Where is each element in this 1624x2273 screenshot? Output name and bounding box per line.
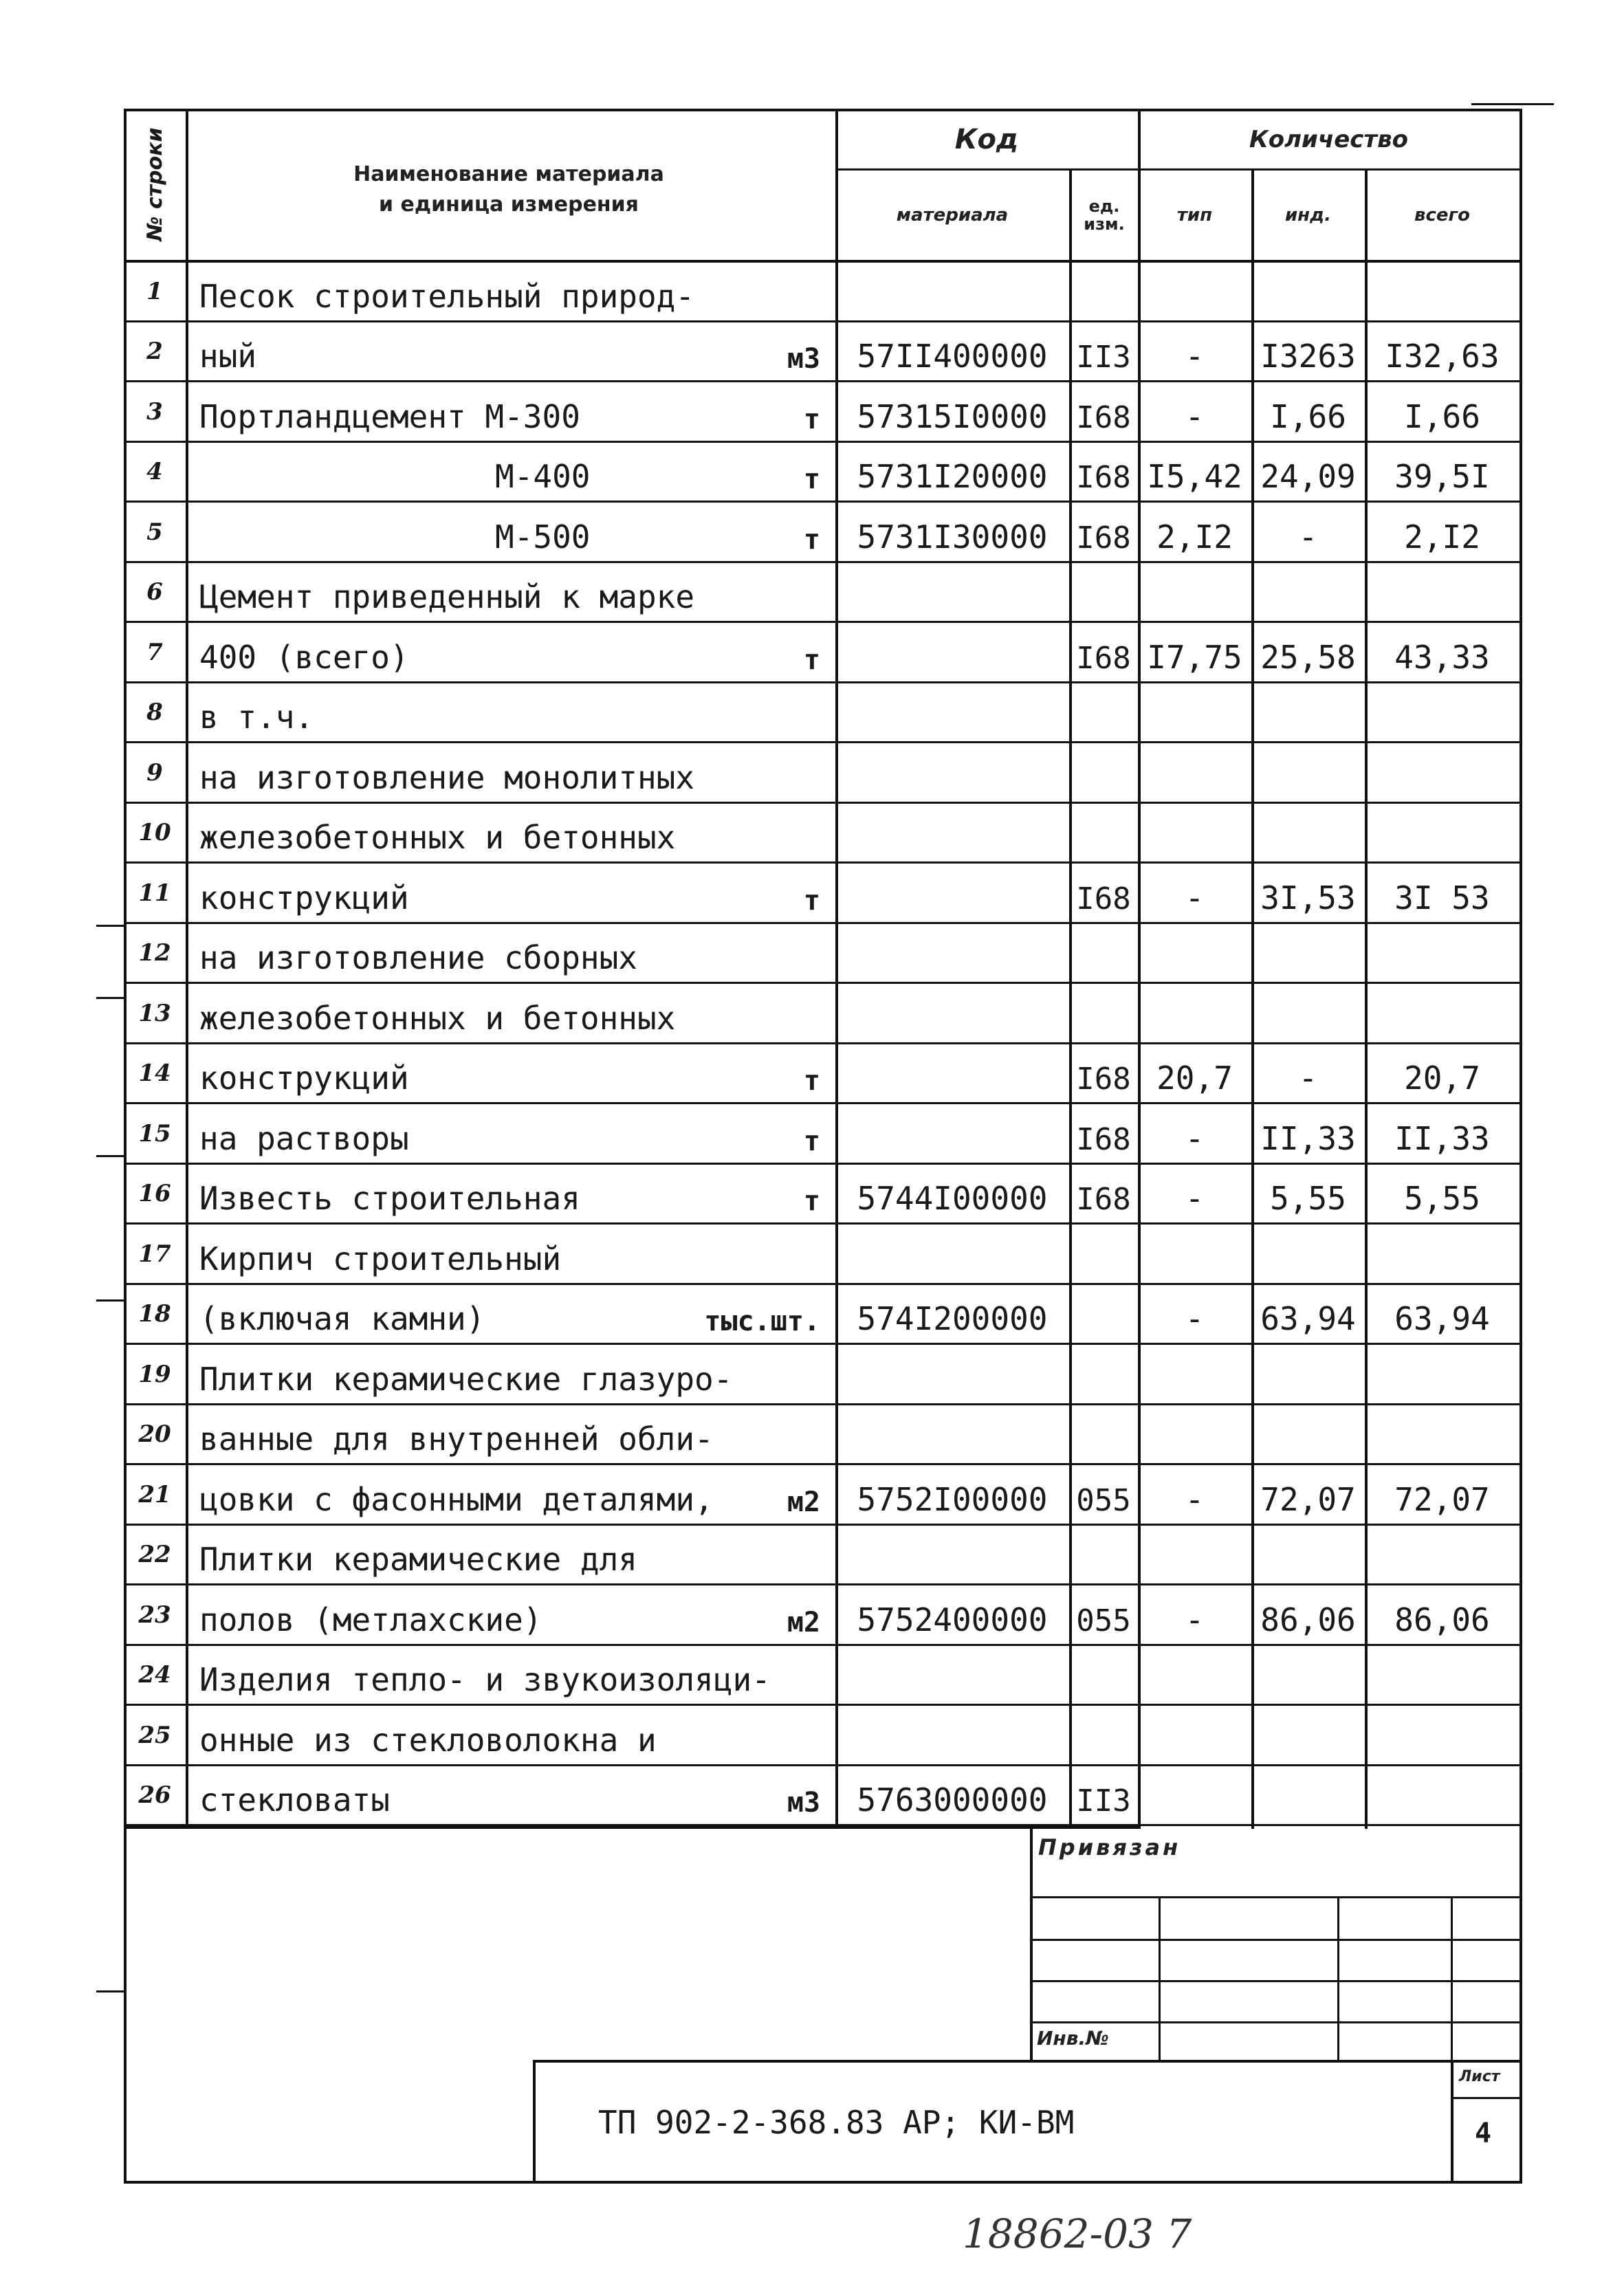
row-number: 8: [146, 699, 163, 727]
qty-individual: 86,06: [1260, 1601, 1356, 1638]
material-unit: т: [803, 403, 820, 435]
qty-type: -: [1185, 1601, 1205, 1638]
header-name-line1: Наименование материала: [353, 162, 664, 186]
qty-total: [1365, 743, 1519, 803]
material-code: 57II400000: [857, 338, 1048, 375]
material-name: Изделия тепло- и звукоизоляци-: [199, 1661, 771, 1698]
qty-total: 86,06: [1394, 1601, 1490, 1638]
header-code-material: материала: [896, 204, 1009, 226]
row-number: 25: [138, 1721, 171, 1749]
stamp-left-upper: [1030, 1826, 1033, 2061]
material-name: в т.ч.: [199, 699, 314, 736]
qty-total: [1365, 803, 1519, 864]
unit-code: [1069, 803, 1138, 864]
frame-right: [1519, 109, 1522, 2184]
material-name: Плитки керамические для: [199, 1541, 637, 1578]
row-number: 3: [146, 397, 163, 426]
header-row-no: № строки: [142, 127, 167, 241]
qty-individual: [1251, 1525, 1365, 1585]
stamp-line-4: [1030, 2021, 1519, 2023]
unit-code: [1069, 683, 1138, 743]
qty-type: [1138, 1705, 1251, 1766]
material-code: [835, 1405, 1069, 1465]
row-number: 1: [146, 277, 163, 305]
qty-individual: 72,07: [1260, 1480, 1356, 1518]
qty-individual: [1251, 983, 1365, 1044]
header-code: Код: [954, 123, 1019, 155]
qty-total: [1365, 683, 1519, 743]
qty-individual: 5,55: [1270, 1180, 1346, 1217]
material-unit: м3: [787, 343, 820, 375]
qty-total: 20,7: [1404, 1059, 1480, 1097]
row-number: 22: [138, 1541, 171, 1569]
unit-code: 055: [1076, 1603, 1131, 1638]
material-name: Известь строительная: [199, 1180, 580, 1217]
row-number: 15: [138, 1119, 171, 1148]
material-code: [835, 1344, 1069, 1405]
row-number: 10: [138, 819, 171, 847]
material-name: Портландцемент М-300: [199, 397, 580, 435]
qty-individual: [1251, 1224, 1365, 1284]
document-code: ТП 902-2-368.83 АР; КИ-ВМ: [598, 2104, 1075, 2141]
material-code: [835, 1705, 1069, 1766]
stamp-privyazan: Привязан: [1038, 1834, 1181, 1860]
material-name: ванные для внутренней обли-: [199, 1420, 714, 1458]
material-name: стекловаты: [199, 1781, 390, 1819]
qty-individual: 24,09: [1260, 458, 1356, 495]
margin-tick-2: [96, 997, 124, 999]
unit-code: 055: [1076, 1482, 1131, 1518]
qty-individual: 63,94: [1260, 1300, 1356, 1337]
material-code: [835, 261, 1069, 322]
frame-bottom: [124, 2181, 1522, 2184]
material-name: полов (метлахские): [199, 1601, 542, 1638]
row-number: 17: [138, 1240, 171, 1268]
list-number: 4: [1475, 2118, 1492, 2149]
qty-type: 2,I2: [1156, 518, 1233, 556]
qty-type: -: [1185, 1480, 1205, 1518]
row-number: 12: [138, 939, 171, 967]
row-number: 16: [138, 1180, 171, 1208]
unit-code: I68: [1076, 520, 1131, 556]
row-number: 26: [138, 1781, 171, 1810]
row-number: 21: [138, 1480, 171, 1508]
qty-type: [1138, 1645, 1251, 1706]
material-name: конструкций: [199, 879, 409, 916]
material-code: [835, 983, 1069, 1044]
material-unit: м2: [787, 1606, 820, 1638]
material-code: [835, 622, 1069, 683]
margin-tick-5: [96, 1990, 124, 1992]
qty-individual: [1251, 1344, 1365, 1405]
row-number: 19: [138, 1360, 171, 1388]
unit-code: I68: [1076, 881, 1131, 916]
qty-total: [1365, 1224, 1519, 1284]
material-name: на изготовление монолитных: [199, 758, 695, 796]
qty-individual: 3I,53: [1260, 879, 1356, 916]
header-mid-line: [835, 168, 1519, 171]
qty-type: I5,42: [1147, 458, 1242, 495]
qty-type: I7,75: [1147, 638, 1242, 676]
material-unit: т: [803, 884, 820, 916]
material-unit: м3: [787, 1787, 820, 1819]
unit-code: [1069, 261, 1138, 322]
material-code: 57315I0000: [857, 397, 1048, 435]
material-unit: т: [803, 1185, 820, 1217]
qty-total: [1365, 1405, 1519, 1465]
unit-code: I68: [1076, 399, 1131, 435]
titleblock-list-line: [1451, 2097, 1519, 2099]
unit-code: [1069, 1405, 1138, 1465]
qty-type: [1138, 1405, 1251, 1465]
qty-total: 63,94: [1394, 1300, 1490, 1337]
list-label: Лист: [1459, 2068, 1500, 2085]
qty-individual: I,66: [1270, 397, 1346, 435]
row-number: 5: [146, 518, 163, 546]
qty-type: [1138, 683, 1251, 743]
qty-type: -: [1185, 1180, 1205, 1217]
material-name: Песок строительный природ-: [199, 277, 695, 315]
titleblock-list-sep: [1451, 2060, 1453, 2184]
qty-total: 5,55: [1404, 1180, 1480, 1217]
unit-code: [1069, 743, 1138, 803]
qty-total: [1365, 1705, 1519, 1766]
material-unit: т: [803, 1125, 820, 1157]
unit-code: [1069, 1344, 1138, 1405]
material-name: ный: [199, 338, 257, 375]
qty-individual: [1251, 803, 1365, 864]
qty-type: -: [1185, 1300, 1205, 1337]
qty-type: -: [1185, 397, 1205, 435]
row-number: 23: [138, 1601, 171, 1629]
material-name: на растворы: [199, 1119, 409, 1157]
qty-individual: [1251, 1766, 1365, 1826]
material-code: [835, 803, 1069, 864]
unit-code: I68: [1076, 640, 1131, 676]
qty-total: [1365, 1525, 1519, 1585]
material-code: 5731I30000: [857, 518, 1048, 556]
qty-total: [1365, 562, 1519, 623]
qty-total: [1365, 261, 1519, 322]
qty-total: II,33: [1394, 1119, 1490, 1157]
row-number: 9: [146, 758, 163, 787]
frame-top-tail: [1471, 103, 1554, 105]
stamp-sep-c: [1451, 1896, 1453, 2061]
stamp-line-2: [1030, 1939, 1519, 1941]
material-name: конструкций: [199, 1059, 409, 1097]
material-code: [835, 923, 1069, 984]
qty-individual: [1251, 743, 1365, 803]
stamp-line-1: [1030, 1896, 1519, 1898]
unit-code: [1069, 1525, 1138, 1585]
qty-total: 2,I2: [1404, 518, 1480, 556]
handwritten-number: 18862-03 7: [963, 2210, 1192, 2257]
material-code: 5752I00000: [857, 1480, 1048, 1518]
material-code: 5744I00000: [857, 1180, 1048, 1217]
row-number: 18: [138, 1300, 171, 1328]
margin-tick-4: [96, 1299, 124, 1302]
unit-code: [1069, 1224, 1138, 1284]
qty-total: [1365, 1766, 1519, 1826]
material-name: железобетонных и бетонных: [199, 819, 676, 856]
qty-total: 3I 53: [1394, 879, 1490, 916]
material-unit: т: [803, 644, 820, 676]
qty-individual: [1251, 1405, 1365, 1465]
material-code: [835, 863, 1069, 923]
qty-individual: [1251, 562, 1365, 623]
row-number: 14: [138, 1059, 171, 1088]
qty-individual: [1251, 683, 1365, 743]
unit-code: II3: [1076, 1783, 1131, 1819]
material-code: [835, 683, 1069, 743]
header-code-unit: ед. изм.: [1084, 196, 1125, 234]
qty-individual: II,33: [1260, 1119, 1356, 1157]
material-name: онные из стекловолокна и: [199, 1721, 657, 1759]
qty-type: [1138, 923, 1251, 984]
unit-code: I68: [1076, 1182, 1131, 1217]
qty-total: 39,5I: [1394, 458, 1490, 495]
qty-type: [1138, 1766, 1251, 1826]
header-name-line2: и единица измерения: [379, 192, 639, 217]
header-qty-ind: инд.: [1284, 204, 1332, 226]
material-code: 5763000000: [857, 1781, 1048, 1819]
row-number: 20: [138, 1420, 171, 1449]
qty-type: -: [1185, 879, 1205, 916]
qty-total: [1365, 983, 1519, 1044]
row-number: 2: [146, 338, 163, 366]
stamp-sep-a: [1159, 1896, 1161, 2061]
unit-code: I68: [1076, 1062, 1131, 1097]
qty-individual: [1251, 1705, 1365, 1766]
material-code: [835, 1645, 1069, 1706]
row-number: 7: [146, 638, 163, 666]
stamp-sep-b: [1337, 1896, 1339, 2061]
material-name: цовки с фасонными деталями,: [199, 1480, 714, 1518]
qty-individual: [1251, 261, 1365, 322]
material-unit: м2: [787, 1486, 820, 1518]
material-name: на изготовление сборных: [199, 939, 637, 976]
unit-code: I68: [1076, 460, 1131, 495]
material-code: [835, 562, 1069, 623]
material-code: [835, 1525, 1069, 1585]
stamp-inv-no: Инв.№: [1037, 2027, 1109, 2050]
material-name: Кирпич строительный: [199, 1240, 562, 1277]
unit-code: [1069, 1284, 1138, 1345]
qty-type: [1138, 562, 1251, 623]
material-name: железобетонных и бетонных: [199, 999, 676, 1037]
qty-total: [1365, 923, 1519, 984]
qty-type: -: [1185, 338, 1205, 375]
row-number: 4: [146, 458, 163, 486]
material-code: [835, 1224, 1069, 1284]
material-unit: тыс.шт.: [704, 1306, 820, 1337]
table-bottom-line: [124, 1826, 1139, 1829]
material-name: М-500: [495, 518, 591, 556]
row-number: 11: [138, 879, 171, 907]
material-name: М-400: [495, 458, 591, 495]
header-qty-total: всего: [1414, 204, 1470, 226]
qty-type: [1138, 983, 1251, 1044]
qty-type: [1138, 743, 1251, 803]
qty-type: [1138, 1344, 1251, 1405]
qty-individual: -: [1298, 1059, 1318, 1097]
unit-code: [1069, 562, 1138, 623]
qty-individual: I3263: [1260, 338, 1356, 375]
qty-total: [1365, 1344, 1519, 1405]
margin-tick-3: [96, 1155, 124, 1157]
qty-type: [1138, 1525, 1251, 1585]
unit-code: [1069, 983, 1138, 1044]
unit-code: II3: [1076, 340, 1131, 375]
qty-type: 20,7: [1156, 1059, 1233, 1097]
qty-type: [1138, 261, 1251, 322]
material-name: (включая камни): [199, 1300, 485, 1337]
material-name: Цемент приведенный к марке: [199, 578, 695, 615]
row-number: 13: [138, 999, 171, 1027]
qty-total: I,66: [1404, 397, 1480, 435]
qty-individual: [1251, 923, 1365, 984]
material-name: Плитки керамические глазуро-: [199, 1360, 733, 1398]
material-unit: т: [803, 1065, 820, 1097]
qty-total: 72,07: [1394, 1480, 1490, 1518]
unit-code: [1069, 1645, 1138, 1706]
qty-type: -: [1185, 1119, 1205, 1157]
material-code: [835, 743, 1069, 803]
material-code: 5752400000: [857, 1601, 1048, 1638]
frame-top: [124, 109, 1522, 111]
material-code: 5731I20000: [857, 458, 1048, 495]
qty-individual: 25,58: [1260, 638, 1356, 676]
unit-code: [1069, 923, 1138, 984]
titleblock-top: [533, 2060, 1522, 2063]
header-qty: Количество: [1249, 125, 1408, 153]
unit-code: [1069, 1705, 1138, 1766]
unit-code: I68: [1076, 1121, 1131, 1157]
material-unit: т: [803, 523, 820, 556]
qty-total: [1365, 1645, 1519, 1706]
qty-type: [1138, 1224, 1251, 1284]
titleblock-left: [533, 2060, 536, 2184]
material-code: [835, 1044, 1069, 1104]
material-unit: т: [803, 463, 820, 495]
qty-individual: -: [1298, 518, 1318, 556]
qty-total: I32,63: [1385, 338, 1500, 375]
qty-type: [1138, 803, 1251, 864]
material-name: 400 (всего): [199, 638, 409, 676]
qty-total: 43,33: [1394, 638, 1490, 676]
margin-tick-1: [96, 925, 124, 927]
material-code: [835, 1103, 1069, 1164]
row-number: 6: [146, 578, 163, 606]
qty-individual: [1251, 1645, 1365, 1706]
header-qty-type: тип: [1176, 204, 1213, 226]
material-code: 574I200000: [857, 1300, 1048, 1337]
stamp-line-3: [1030, 1980, 1519, 1982]
row-number: 24: [138, 1661, 171, 1689]
